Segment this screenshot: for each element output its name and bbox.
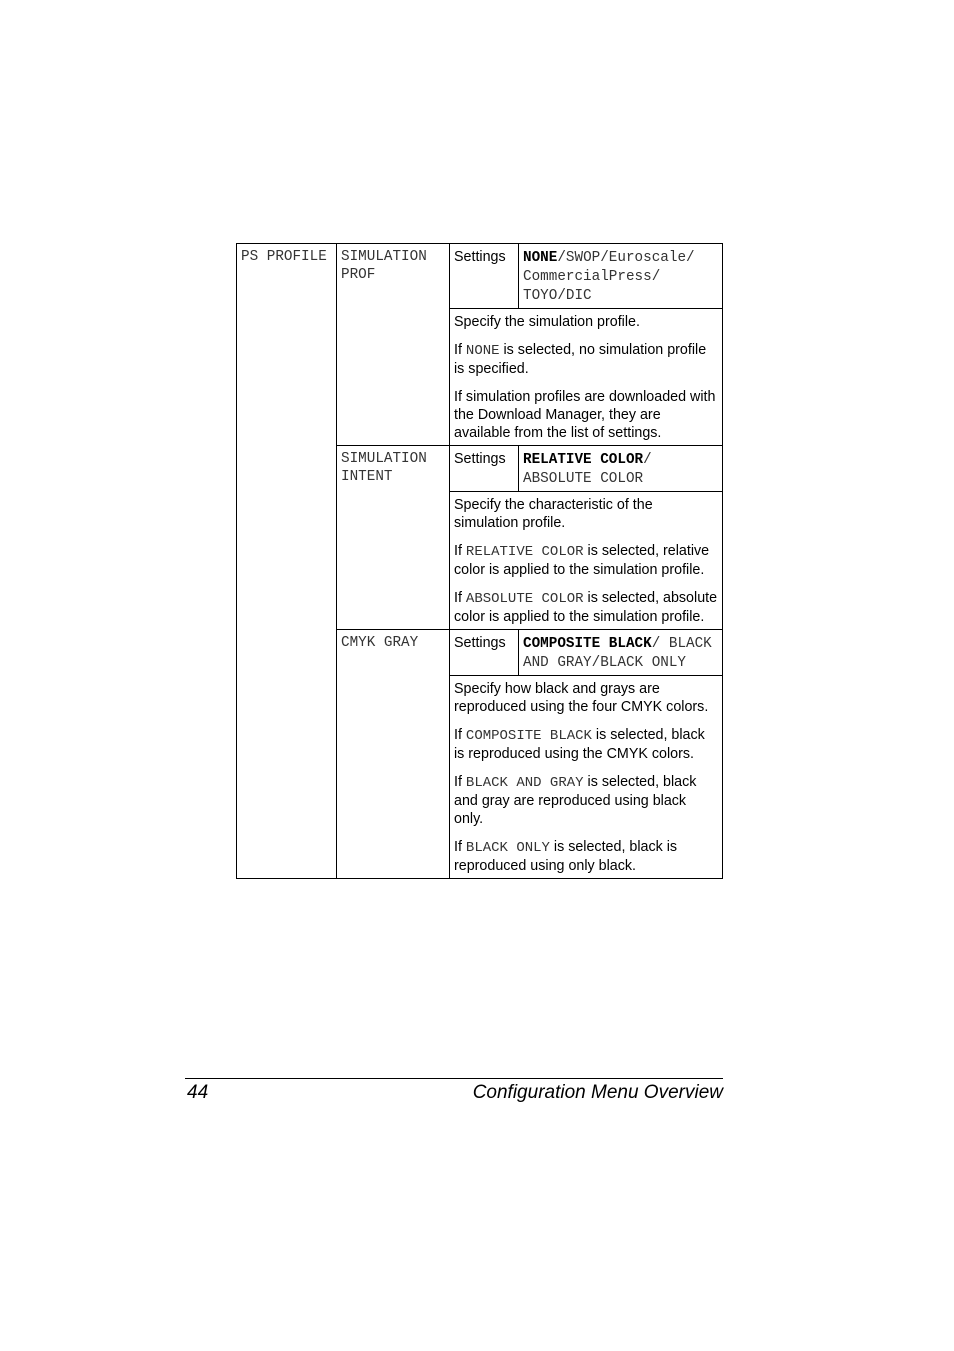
desc-paragraph: If NONE is selected, no simulation profile is specified. (454, 342, 707, 377)
running-footer-title: Configuration Menu Overview (472, 1082, 723, 1103)
desc-paragraph: If RELATIVE COLOR is selected, relative color is applied to the simulation profile. (454, 543, 710, 578)
other-settings: / ABSOLUTE COLOR (523, 452, 652, 487)
desc-paragraph: Specify the characteristic of the simulation profile. (454, 497, 653, 531)
other-settings: /SWOP/Euroscale/ CommercialPress/ TOYO/DIC (523, 250, 695, 304)
description (450, 309, 723, 446)
desc-paragraph: If COMPOSITE BLACK is selected, black is reproduced using the CMYK colors. (454, 727, 705, 762)
desc-paragraph: If simulation profiles are downloaded with the Download Manager, they are available from the list of settings. (454, 389, 716, 441)
settings-values (519, 446, 723, 492)
menu-item-simulation-intent: SIMULATION INTENT (337, 446, 450, 630)
menu-row-simulation-prof-settings (237, 244, 723, 309)
page-number: 44 (187, 1082, 209, 1103)
desc-paragraph: Specify how black and grays are reproduced using the four CMYK colors. (454, 681, 709, 715)
other-settings: / BLACK AND GRAY/BLACK ONLY (523, 636, 712, 671)
desc-paragraph: If BLACK ONLY is selected, black is reproduced using only black. (454, 839, 678, 874)
default-setting: RELATIVE COLOR (523, 452, 644, 468)
menu-table (236, 243, 723, 879)
default-setting: COMPOSITE BLACK (523, 636, 652, 652)
default-setting: NONE (523, 250, 558, 266)
desc-paragraph: If ABSOLUTE COLOR is selected, absolute color is applied to the simulation profile. (454, 590, 718, 625)
settings-label: Settings (450, 630, 519, 676)
menu-item-simulation-prof: SIMULATION PROF (337, 244, 450, 446)
settings-label: Settings (450, 446, 519, 492)
settings-label: Settings (450, 244, 519, 309)
desc-paragraph: If BLACK AND GRAY is selected, black and gray are reproduced using black only. (454, 774, 697, 827)
desc-paragraph: Specify the simulation profile. (454, 314, 640, 330)
description (450, 492, 723, 630)
settings-values (519, 244, 723, 309)
menu-level1-ps-profile: PS PROFILE (237, 244, 337, 879)
menu-item-cmyk-gray: CMYK GRAY (337, 630, 450, 879)
footer-rule (185, 1078, 723, 1079)
description (450, 676, 723, 879)
settings-values (519, 630, 723, 676)
